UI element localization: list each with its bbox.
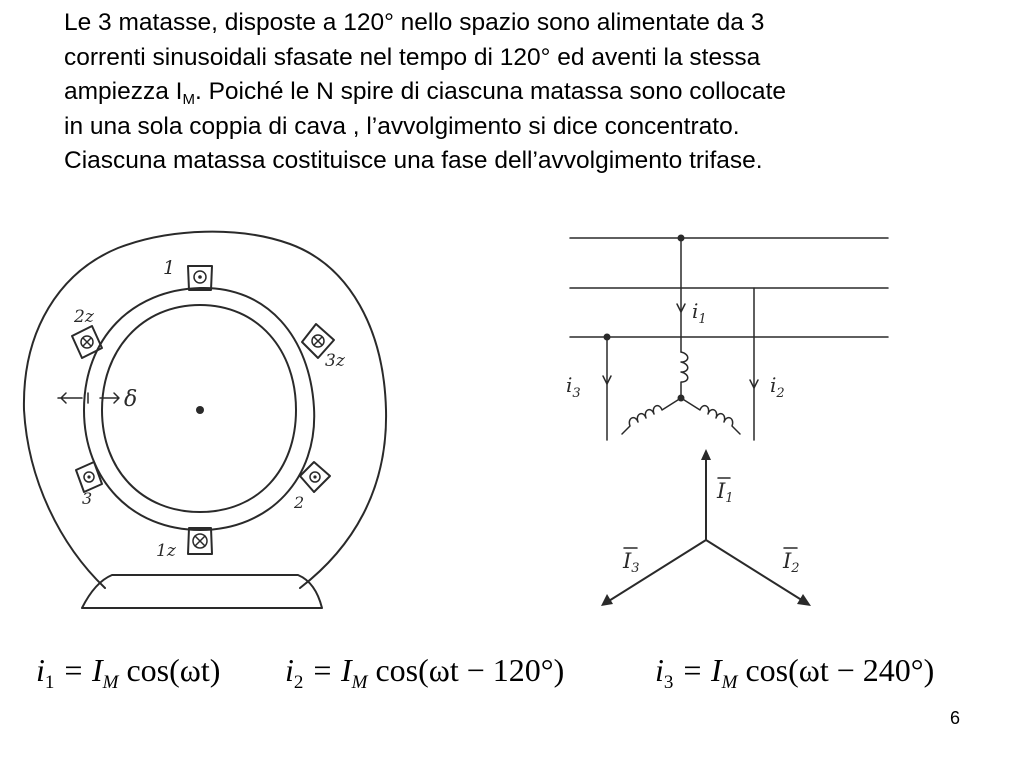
slot-1z	[188, 528, 212, 554]
equation-i2: $i_2 = I_M$ cos(ωt − 120°)	[285, 652, 565, 693]
slot-2z	[72, 326, 102, 358]
phasor-I3-line	[604, 540, 706, 604]
phasor-I2-arrowhead	[797, 594, 811, 606]
slot-1	[188, 266, 212, 290]
intro-line-1: Le 3 matasse, disposte a 120° nello spazio sono alimentate da 3	[64, 9, 765, 36]
winding-connection-diagram	[566, 235, 888, 441]
airgap-marker	[58, 393, 119, 403]
amplitude-subscript: M	[182, 91, 195, 108]
intro-line-3-end: . Poiché le N spire di ciascuna matassa sono collocate	[194, 78, 786, 105]
slot-label-1z: 1z	[156, 541, 176, 561]
machine-cross-section	[24, 232, 386, 608]
machine-base	[82, 575, 322, 608]
page-number: 6	[950, 708, 961, 728]
label-i1: $i_1$	[692, 299, 707, 327]
intro-line-2: correnti sinusoidali sfasate nel tempo di 120° ed aventi la stessa	[64, 43, 761, 71]
phasor-I1-arrowhead	[701, 449, 711, 460]
equation-i3: $i_3 = I_M$ cos(ωt − 240°)	[655, 652, 935, 693]
rotor-center-dot	[196, 406, 204, 414]
equation-i1: $i_1 = I_M$ cos(ωt)	[36, 652, 221, 693]
slot-label-3: 3	[82, 489, 93, 508]
label-I2: I2	[783, 549, 800, 576]
airgap-label: δ	[124, 387, 138, 412]
slot-3	[76, 462, 102, 492]
label-i3: $i_3$	[566, 373, 581, 401]
label-i2: $i_2$	[770, 373, 785, 401]
label-I1: I1	[717, 479, 734, 506]
phasor-diagram	[601, 449, 811, 606]
stator-outer-outline	[24, 232, 386, 588]
slot-label-2z: 2z	[74, 307, 94, 327]
slot-label-1: 1	[163, 257, 176, 279]
slot-label-3z: 3z	[325, 351, 345, 371]
coil-phase-1	[681, 352, 688, 396]
intro-line-3-start: ampiezza I	[64, 78, 183, 105]
coil-phase-2	[681, 398, 740, 434]
coil-phase-3	[622, 398, 681, 434]
slot-label-2: 2	[294, 493, 305, 512]
label-I3: I3	[623, 549, 640, 576]
intro-line-4: in una sola coppia di cava , l’avvolgimento si dice concentrato.	[64, 112, 740, 140]
intro-line-5: Ciascuna matassa costituisce una fase dell’avvolgimento trifase.	[64, 147, 763, 174]
